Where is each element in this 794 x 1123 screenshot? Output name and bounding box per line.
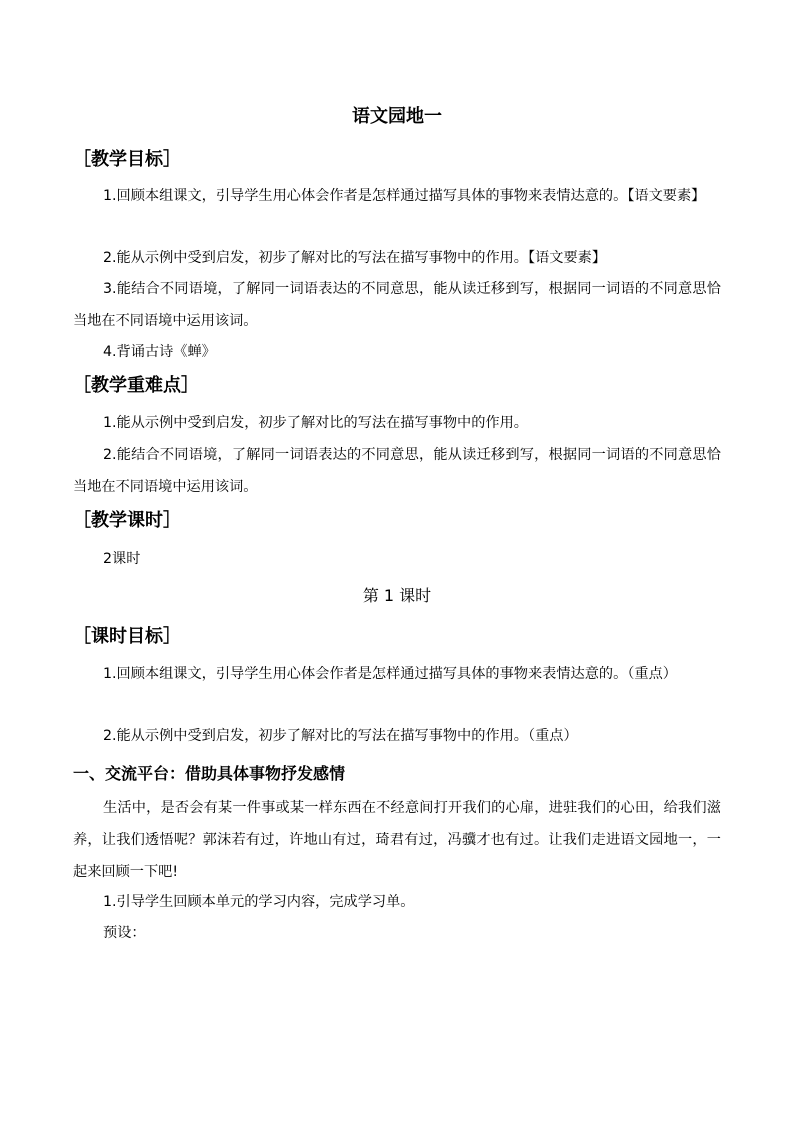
goal-item-4: 4.背诵古诗《蝉》 [103, 344, 216, 360]
teaching-goals-heading: ［教学目标］ [73, 149, 181, 170]
key-point-2: 2.能结合不同语境，了解同一词语表达的不同意思，能从读迁移到写，根据同一词语的不同意思恰当地在不同语境中运用该词。 [73, 447, 721, 495]
part1-step-1: 1.引导学生回顾本单元的学习内容，完成学习单。 [103, 894, 415, 910]
part1-paragraph: 生活中，是否会有某一件事或某一样东西在不经意间打开我们的心扉，进驻我们的心田，给我们滋养，让我们透悟呢？郭沫若有过，许地山有过，琦君有过，冯骥才也有过。让我们走进语文园地一，一起来回顾一下吧! [73, 800, 721, 880]
teaching-hours-text: 2课时 [103, 551, 141, 567]
key-points-heading: ［教学重难点］ [73, 375, 199, 396]
lesson-title: 第 1 课时 [362, 586, 432, 605]
document-title: 语文园地一 [352, 106, 442, 127]
lesson-goal-2: 2.能从示例中受到启发，初步了解对比的写法在描写事物中的作用。（重点） [103, 728, 578, 744]
key-point-1: 1.能从示例中受到启发，初步了解对比的写法在描写事物中的作用。 [103, 415, 528, 431]
lesson-goals-heading: ［课时目标］ [73, 626, 181, 647]
goal-item-2: 2.能从示例中受到启发，初步了解对比的写法在描写事物中的作用。【语文要素】 [103, 250, 607, 266]
part1-heading: 一、交流平台：借助具体事物抒发感情 [73, 764, 346, 783]
teaching-hours-heading: ［教学课时］ [73, 510, 181, 531]
goal-item-1: 1.回顾本组课文，引导学生用心体会作者是怎样通过描写具体的事物来表情达意的。【语文要素】 [103, 188, 706, 204]
part1-preset: 预设： [103, 925, 146, 941]
lesson-goal-1: 1.回顾本组课文，引导学生用心体会作者是怎样通过描写具体的事物来表情达意的。（重点） [103, 666, 677, 682]
goal-item-3: 3.能结合不同语境，了解同一词语表达的不同意思，能从读迁移到写，根据同一词语的不同意思恰当地在不同语境中运用该词。 [73, 281, 721, 329]
